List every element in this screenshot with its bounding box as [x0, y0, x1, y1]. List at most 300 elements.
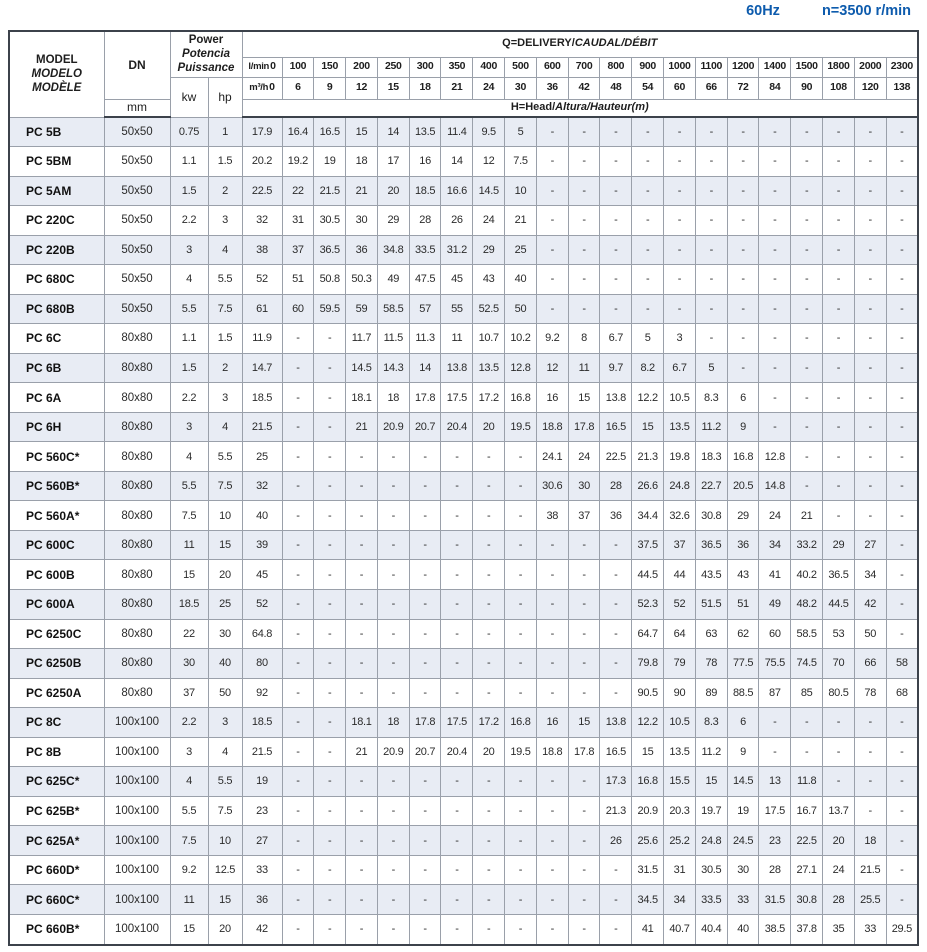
head-cell: 6	[727, 708, 759, 738]
head-cell: -	[505, 530, 537, 560]
flow-m3h-header-cell: 42	[568, 77, 600, 99]
head-cell: 51.5	[695, 590, 727, 620]
head-cell: 21	[791, 501, 823, 531]
dn-column-header: DN	[104, 31, 170, 99]
head-cell: -	[473, 914, 505, 945]
head-cell: -	[791, 294, 823, 324]
head-cell: -	[664, 294, 696, 324]
dn-cell: 80x80	[104, 560, 170, 590]
head-cell: 13.8	[600, 708, 632, 738]
head-cell: -	[759, 412, 791, 442]
head-cell: 26.6	[632, 471, 664, 501]
head-cell: -	[886, 885, 918, 915]
head-cell: 11.9	[242, 324, 282, 354]
dn-cell: 100x100	[104, 885, 170, 915]
head-cell: -	[441, 590, 473, 620]
flow-m3h-header-cell: 48	[600, 77, 632, 99]
speed-note	[746, 3, 911, 19]
head-cell: 5	[695, 353, 727, 383]
hp-cell: 12.5	[208, 855, 242, 885]
head-cell: -	[282, 471, 314, 501]
head-cell: -	[409, 678, 441, 708]
hp-cell: 1.5	[208, 147, 242, 177]
flow-lmin-header-cell: 2300	[886, 57, 918, 77]
head-cell: -	[823, 294, 855, 324]
dn-cell: 100x100	[104, 826, 170, 856]
head-cell: 32.6	[664, 501, 696, 531]
head-cell: 23	[242, 796, 282, 826]
kw-cell: 7.5	[170, 501, 208, 531]
head-cell: 24.5	[727, 826, 759, 856]
model-cell: PC 625B*	[9, 796, 104, 826]
head-cell: -	[886, 796, 918, 826]
kw-cell: 15	[170, 914, 208, 945]
head-cell: 36.5	[314, 235, 346, 265]
head-cell: 6	[727, 383, 759, 413]
head-cell: -	[282, 442, 314, 472]
head-cell: 25.6	[632, 826, 664, 856]
head-cell: -	[600, 914, 632, 945]
head-cell: -	[568, 855, 600, 885]
head-cell: 34.8	[377, 235, 409, 265]
head-cell: 52	[242, 265, 282, 295]
flow-m3h-header-cell: 30	[505, 77, 537, 99]
head-cell: 78	[695, 649, 727, 679]
head-cell: -	[377, 855, 409, 885]
head-cell: 32	[242, 471, 282, 501]
head-cell: -	[854, 324, 886, 354]
head-cell: -	[823, 117, 855, 147]
dn-cell: 50x50	[104, 176, 170, 206]
hp-cell: 4	[208, 235, 242, 265]
head-cell: 11	[568, 353, 600, 383]
head-cell: 20	[377, 176, 409, 206]
head-cell: 18	[854, 826, 886, 856]
head-cell: -	[727, 206, 759, 236]
head-cell: -	[441, 855, 473, 885]
head-cell: 6.7	[664, 353, 696, 383]
head-cell: 21.3	[632, 442, 664, 472]
head-cell: -	[727, 176, 759, 206]
head-cell: 21.5	[314, 176, 346, 206]
head-cell: -	[854, 147, 886, 177]
head-cell: -	[886, 471, 918, 501]
hp-cell: 5.5	[208, 767, 242, 797]
head-cell: 12.2	[632, 383, 664, 413]
head-cell: 50.8	[314, 265, 346, 295]
head-cell: 16.8	[505, 708, 537, 738]
model-cell: PC 6H	[9, 412, 104, 442]
hp-cell: 3	[208, 383, 242, 413]
head-cell: -	[536, 826, 568, 856]
model-label-fr: MODÈLE	[32, 82, 82, 95]
dn-cell: 100x100	[104, 796, 170, 826]
flow-lmin-header-cell: 250	[377, 57, 409, 77]
head-cell: 41	[632, 914, 664, 945]
head-cell: -	[791, 117, 823, 147]
head-cell: 11.2	[695, 412, 727, 442]
head-cell: 33.5	[409, 235, 441, 265]
head-cell: 20.4	[441, 412, 473, 442]
flow-m3h-header-cell: 120	[854, 77, 886, 99]
head-cell: 40	[242, 501, 282, 531]
head-cell: 19	[727, 796, 759, 826]
table-row	[9, 265, 918, 295]
head-cell: 53	[823, 619, 855, 649]
model-cell: PC 625A*	[9, 826, 104, 856]
head-cell: 5	[505, 117, 537, 147]
head-cell: 25	[242, 442, 282, 472]
head-cell: 58.5	[377, 294, 409, 324]
model-cell: PC 560A*	[9, 501, 104, 531]
head-cell: -	[314, 678, 346, 708]
head-cell: -	[854, 176, 886, 206]
head-cell: 28	[600, 471, 632, 501]
head-cell: -	[377, 530, 409, 560]
dn-cell: 80x80	[104, 442, 170, 472]
head-cell: -	[536, 117, 568, 147]
head-cell: 12.8	[759, 442, 791, 472]
head-cell: -	[473, 855, 505, 885]
head-cell: 18.8	[536, 412, 568, 442]
head-cell: -	[823, 206, 855, 236]
head-cell: -	[314, 501, 346, 531]
hp-cell: 7.5	[208, 796, 242, 826]
kw-cell: 0.75	[170, 117, 208, 147]
hp-cell: 3	[208, 708, 242, 738]
head-cell: 14.3	[377, 353, 409, 383]
head-cell: -	[695, 206, 727, 236]
kw-cell: 18.5	[170, 590, 208, 620]
head-cell: -	[823, 767, 855, 797]
head-cell: -	[536, 265, 568, 295]
head-cell: 37.5	[632, 530, 664, 560]
model-cell: PC 600B	[9, 560, 104, 590]
head-cell: -	[441, 826, 473, 856]
flow-m3h-header-cell: 66	[695, 77, 727, 99]
head-cell: 9.5	[473, 117, 505, 147]
head-cell: 33.2	[791, 530, 823, 560]
head-cell: -	[282, 796, 314, 826]
head-cell: -	[568, 147, 600, 177]
table-row	[9, 176, 918, 206]
kw-cell: 2.2	[170, 708, 208, 738]
dn-cell: 100x100	[104, 737, 170, 767]
kw-cell: 11	[170, 885, 208, 915]
head-cell: 39	[242, 530, 282, 560]
head-cell: 68	[886, 678, 918, 708]
head-cell: 18.1	[346, 708, 378, 738]
flow-lmin-header-cell: l/min0	[242, 57, 282, 77]
head-cell: -	[441, 767, 473, 797]
model-column-header	[9, 31, 104, 117]
flow-lmin-header-cell: 1800	[823, 57, 855, 77]
head-cell: -	[791, 206, 823, 236]
head-cell: 15.5	[664, 767, 696, 797]
dn-cell: 80x80	[104, 501, 170, 531]
dn-cell: 80x80	[104, 324, 170, 354]
head-cell: 66	[854, 649, 886, 679]
head-cell: -	[823, 442, 855, 472]
dn-cell: 100x100	[104, 767, 170, 797]
model-label-en: MODEL	[35, 53, 78, 66]
head-cell: -	[632, 117, 664, 147]
head-cell: -	[759, 147, 791, 177]
head-cell: -	[886, 767, 918, 797]
head-cell: -	[886, 412, 918, 442]
head-cell: 50.3	[346, 265, 378, 295]
head-cell: -	[854, 471, 886, 501]
head-cell: 38.5	[759, 914, 791, 945]
head-cell: -	[854, 383, 886, 413]
head-cell: -	[441, 501, 473, 531]
head-cell: -	[759, 235, 791, 265]
head-cell: 9	[727, 412, 759, 442]
delivery-label-en: Q=DELIVERY/	[502, 37, 575, 50]
model-cell: PC 5BM	[9, 147, 104, 177]
head-cell: 64	[664, 619, 696, 649]
model-cell: PC 660C*	[9, 885, 104, 915]
flow-lmin-header-cell: 1400	[759, 57, 791, 77]
model-label-es: MODELO	[31, 68, 82, 81]
head-cell: 79.8	[632, 649, 664, 679]
head-cell: 13.7	[823, 796, 855, 826]
head-cell: -	[886, 147, 918, 177]
head-cell: -	[473, 767, 505, 797]
table-row	[9, 560, 918, 590]
head-cell: 21.5	[242, 737, 282, 767]
flow-m3h-header-cell: 6	[282, 77, 314, 99]
head-cell: -	[377, 501, 409, 531]
head-cell: -	[536, 560, 568, 590]
head-cell: -	[314, 708, 346, 738]
head-cell: -	[695, 324, 727, 354]
head-cell: -	[536, 590, 568, 620]
head-cell: -	[759, 708, 791, 738]
model-cell: PC 5AM	[9, 176, 104, 206]
head-cell: -	[473, 885, 505, 915]
head-cell: 24	[473, 206, 505, 236]
dn-cell: 100x100	[104, 914, 170, 945]
head-cell: 30.5	[314, 206, 346, 236]
head-cell: -	[314, 737, 346, 767]
head-cell: -	[314, 590, 346, 620]
head-cell: 29.5	[886, 914, 918, 945]
flow-lmin-header-cell: 150	[314, 57, 346, 77]
head-cell: 19.2	[282, 147, 314, 177]
head-cell: 30	[568, 471, 600, 501]
head-cell: -	[409, 471, 441, 501]
head-cell: 34	[759, 530, 791, 560]
head-cell: -	[282, 353, 314, 383]
flow-m3h-header-cell: m³/h0	[242, 77, 282, 99]
hp-cell: 15	[208, 530, 242, 560]
head-cell: -	[886, 826, 918, 856]
hp-cell: 4	[208, 737, 242, 767]
head-cell: -	[568, 826, 600, 856]
head-cell: 20.7	[409, 737, 441, 767]
head-cell: 21	[346, 412, 378, 442]
head-cell: 37	[568, 501, 600, 531]
head-cell: -	[886, 590, 918, 620]
head-cell: -	[282, 826, 314, 856]
head-cell: 30.6	[536, 471, 568, 501]
flow-m3h-header-cell: 15	[377, 77, 409, 99]
head-cell: -	[536, 885, 568, 915]
hp-cell: 50	[208, 678, 242, 708]
head-cell: 37	[664, 530, 696, 560]
head-cell: -	[314, 353, 346, 383]
delivery-header	[242, 31, 918, 57]
head-cell: 11.2	[695, 737, 727, 767]
head-cell: 18.5	[242, 708, 282, 738]
head-cell: 14	[409, 353, 441, 383]
head-cell: -	[886, 619, 918, 649]
head-cell: 26	[441, 206, 473, 236]
head-cell: 70	[823, 649, 855, 679]
head-cell: -	[377, 590, 409, 620]
dn-cell: 100x100	[104, 708, 170, 738]
flow-lmin-header-cell: 2000	[854, 57, 886, 77]
table-row	[9, 767, 918, 797]
head-cell: -	[695, 147, 727, 177]
flow-m3h-header-cell: 36	[536, 77, 568, 99]
head-cell: -	[346, 855, 378, 885]
head-cell: -	[632, 206, 664, 236]
flow-m3h-header-cell: 108	[823, 77, 855, 99]
head-cell: 52.5	[473, 294, 505, 324]
flow-m3h-header-cell: 21	[441, 77, 473, 99]
head-cell: 8.2	[632, 353, 664, 383]
head-cell: 10.7	[473, 324, 505, 354]
head-cell: -	[282, 590, 314, 620]
head-cell: 26	[600, 826, 632, 856]
head-cell: -	[854, 501, 886, 531]
head-cell: 35	[823, 914, 855, 945]
head-cell: 88.5	[727, 678, 759, 708]
head-cell: -	[377, 471, 409, 501]
head-cell: -	[759, 383, 791, 413]
head-cell: 18.8	[536, 737, 568, 767]
head-cell: 22.5	[791, 826, 823, 856]
head-cell: -	[854, 796, 886, 826]
dn-cell: 80x80	[104, 471, 170, 501]
head-cell: -	[568, 619, 600, 649]
head-cell: 36	[600, 501, 632, 531]
head-cell: -	[505, 590, 537, 620]
table-row	[9, 501, 918, 531]
head-cell: -	[282, 885, 314, 915]
head-cell: 20	[473, 412, 505, 442]
head-cell: 40.4	[695, 914, 727, 945]
head-cell: 31	[282, 206, 314, 236]
head-cell: -	[823, 383, 855, 413]
table-row	[9, 530, 918, 560]
head-cell: -	[823, 147, 855, 177]
head-cell: 9.2	[536, 324, 568, 354]
kw-cell: 1.5	[170, 353, 208, 383]
head-cell: 20.9	[377, 737, 409, 767]
head-cell: 28	[759, 855, 791, 885]
head-cell: 18	[377, 708, 409, 738]
head-cell: -	[727, 265, 759, 295]
head-cell: -	[727, 324, 759, 354]
model-cell: PC 6A	[9, 383, 104, 413]
head-cell: 30	[346, 206, 378, 236]
head-cell: 24.1	[536, 442, 568, 472]
head-cell: 28	[823, 885, 855, 915]
head-cell: -	[886, 235, 918, 265]
dn-cell: 80x80	[104, 353, 170, 383]
head-cell: -	[854, 353, 886, 383]
head-cell: -	[377, 442, 409, 472]
head-cell: -	[314, 796, 346, 826]
kw-cell: 11	[170, 530, 208, 560]
head-cell: -	[346, 914, 378, 945]
head-cell: 24	[759, 501, 791, 531]
head-cell: -	[664, 235, 696, 265]
head-cell: 36.5	[695, 530, 727, 560]
hp-cell: 20	[208, 914, 242, 945]
flow-m3h-header-cell: 54	[632, 77, 664, 99]
head-cell: -	[314, 383, 346, 413]
model-cell: PC 660B*	[9, 914, 104, 945]
head-cell: 30.8	[791, 885, 823, 915]
head-cell: 30	[727, 855, 759, 885]
kw-cell: 5.5	[170, 796, 208, 826]
head-cell: -	[282, 737, 314, 767]
model-cell: PC 680B	[9, 294, 104, 324]
head-cell: -	[600, 117, 632, 147]
head-cell: -	[377, 914, 409, 945]
head-cell: -	[282, 412, 314, 442]
dn-cell: 50x50	[104, 294, 170, 324]
head-cell: 28	[409, 206, 441, 236]
head-cell: 38	[242, 235, 282, 265]
head-cell: 9	[727, 737, 759, 767]
head-cell: 63	[695, 619, 727, 649]
head-cell: 13.5	[664, 412, 696, 442]
head-cell: -	[505, 471, 537, 501]
head-cell: 20	[823, 826, 855, 856]
head-cell: 17.3	[600, 767, 632, 797]
head-cell: -	[791, 324, 823, 354]
head-cell: -	[346, 678, 378, 708]
head-cell: 21.5	[854, 855, 886, 885]
head-cell: -	[536, 530, 568, 560]
head-cell: -	[536, 649, 568, 679]
head-cell: -	[409, 619, 441, 649]
head-cell: -	[854, 117, 886, 147]
dn-cell: 100x100	[104, 855, 170, 885]
head-cell: 27.1	[791, 855, 823, 885]
head-cell: 92	[242, 678, 282, 708]
head-cell: 17.2	[473, 708, 505, 738]
head-cell: 16	[409, 147, 441, 177]
head-cell: 62	[727, 619, 759, 649]
head-cell: -	[791, 265, 823, 295]
model-cell: PC 220B	[9, 235, 104, 265]
kw-cell: 1.1	[170, 324, 208, 354]
head-cell: -	[695, 235, 727, 265]
head-cell: -	[536, 767, 568, 797]
head-cell: -	[505, 442, 537, 472]
head-cell: 38	[536, 501, 568, 531]
head-cell: 47.5	[409, 265, 441, 295]
head-cell: 42	[854, 590, 886, 620]
head-cell: -	[314, 412, 346, 442]
head-cell: -	[346, 826, 378, 856]
